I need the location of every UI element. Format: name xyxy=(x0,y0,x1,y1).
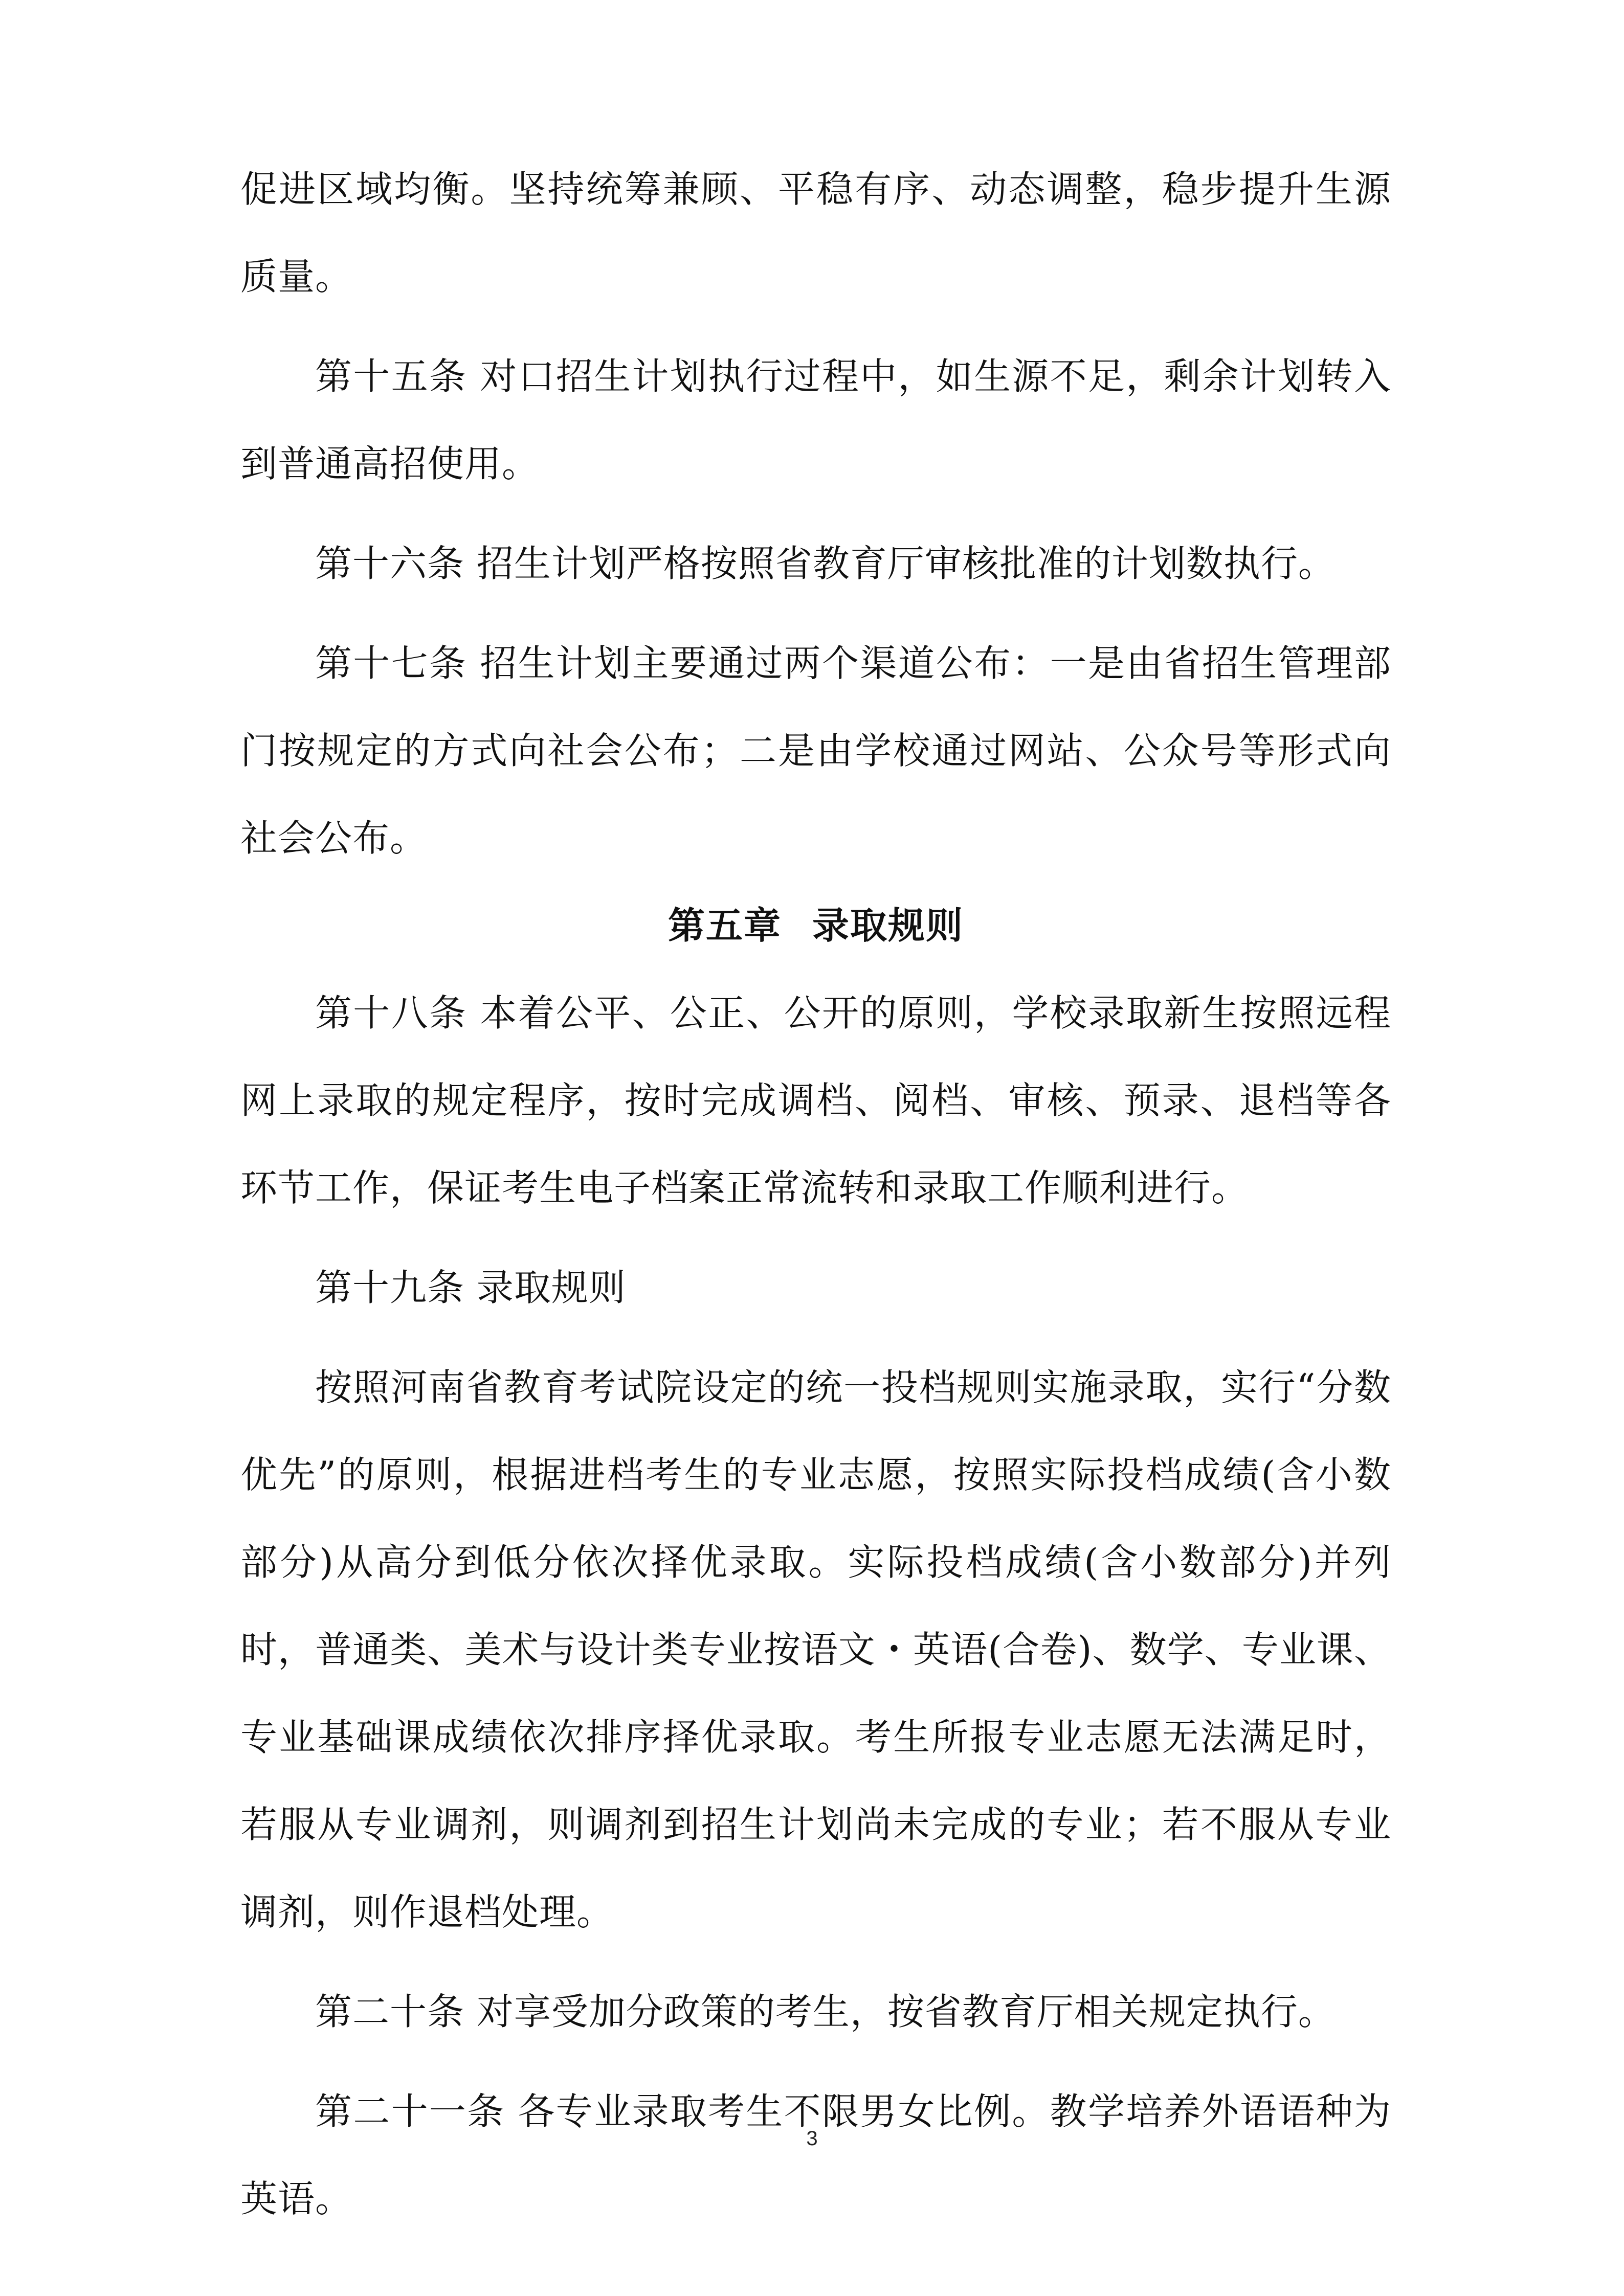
chapter-number: 第五章 xyxy=(668,904,782,947)
article-17: 第十七条 招生计划主要通过两个渠道公布：一是由省招生管理部门按规定的方式向社会公布；二是由学校通过网站、公众号等形式向社会公布。 xyxy=(240,642,1391,860)
document-body xyxy=(240,146,1391,2243)
chapter-title: 录取规则 xyxy=(812,904,964,947)
article-21: 第二十一条 各专业录取考生不限男女比例。教学培养外语语种为英语。 xyxy=(240,2090,1391,2220)
article-19-heading: 第十九条 录取规则 xyxy=(315,1266,626,1309)
chapter-heading xyxy=(240,882,1391,970)
article-16: 第十六条 招生计划严格按照省教育厅审核批准的计划数执行。 xyxy=(315,542,1336,585)
paragraph-continuation: 促进区域均衡。坚持统筹兼顾、平稳有序、动态调整，稳步提升生源质量。 xyxy=(240,168,1391,298)
article-18: 第十八条 本着公平、公正、公开的原则，学校录取新生按照远程网上录取的规定程序，按时完成调档、阅档、审核、预录、退档等各环节工作，保证考生电子档案正常流转和录取工作顺利进行。 xyxy=(240,992,1391,1209)
article-20: 第二十条 对享受加分政策的考生，按省教育厅相关规定执行。 xyxy=(315,1990,1336,2033)
page-number: 3 xyxy=(806,2127,818,2150)
article-19-body: 按照河南省教育考试院设定的统一投档规则实施录取，实行“分数优先”的原则，根据进档考生的专业志愿，按照实际投档成绩(含小数部分)从高分到低分依次择优录取。实际投档成绩(含小数部分)并列时，普通类、美术与设计类专业按语文・英语(合卷)、数学、专业课、专业基础课成绩依次排序择优录取。考生所报专业志愿无法满足时，若服从专业调剂，则调剂到招生计划尚未完成的专业；若不服从专业调剂，则作退档处理。 xyxy=(240,1366,1391,1933)
article-15: 第十五条 对口招生计划执行过程中，如生源不足，剩余计划转入到普通高招使用。 xyxy=(240,355,1391,485)
